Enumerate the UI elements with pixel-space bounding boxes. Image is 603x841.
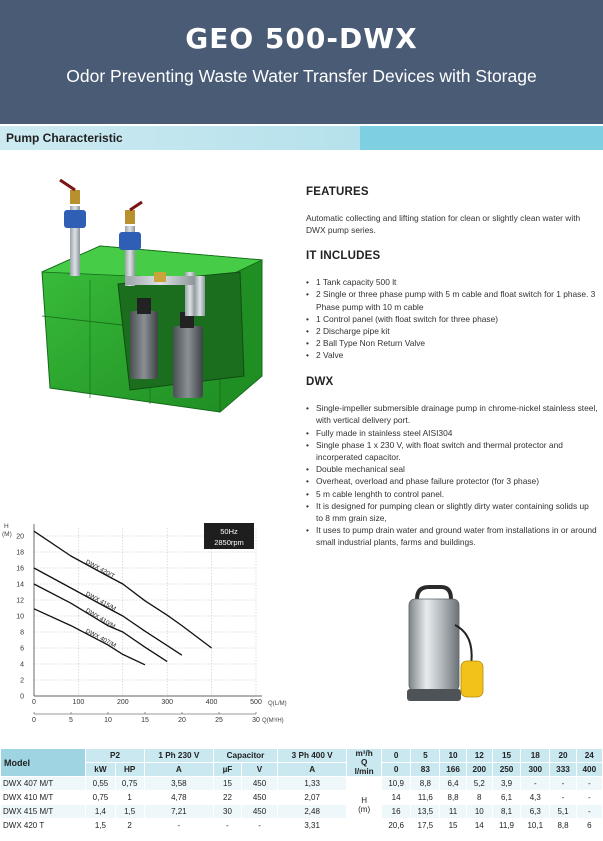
chart-x2-tick-label: 30	[252, 717, 260, 724]
col-capacitor: Capacitor	[213, 749, 277, 763]
chart-x2-axis-label: Q(M³/H)	[262, 718, 284, 724]
head-value-cell: 10	[466, 805, 492, 819]
list-item: • Fully made in stainless steel AISI304	[306, 427, 598, 439]
head-value-cell: 8,1	[492, 805, 520, 819]
includes-list	[306, 276, 598, 361]
chart-series-label: DWX 407/M	[84, 627, 118, 650]
head-value-cell: -	[576, 777, 602, 791]
chart-y-axis-label-line: H	[4, 523, 9, 530]
chart-series-label: DWX 415/M	[84, 590, 117, 613]
chart-x2-tick-label: 15	[141, 717, 149, 724]
head-value-cell: 8,8	[440, 791, 466, 805]
hp-cell: 1,5	[115, 805, 144, 819]
chart-y-tick-label: 18	[16, 549, 24, 557]
head-value-cell: 6,1	[492, 791, 520, 805]
volt-cell: 450	[241, 791, 277, 805]
includes-section	[306, 250, 598, 362]
q-lmin-cell: 200	[466, 763, 492, 777]
chart-x-tick-label: 0	[32, 699, 36, 706]
list-item: • Single-impeller submersible drainage pump in chrome-nickel stainless steel, with vertical delivery port.	[306, 402, 598, 426]
amp-1ph-cell: -	[144, 819, 213, 833]
chart-x2-tick-label: 25	[215, 717, 223, 724]
head-value-cell: 20,6	[382, 819, 411, 833]
model-cell: DWX 415 M/T	[1, 805, 86, 819]
chart-x-axis-label: Q(L/M)	[268, 701, 287, 707]
col-a3: A	[278, 763, 347, 777]
q-lmin-cell: 166	[440, 763, 466, 777]
head-value-cell: 11	[440, 805, 466, 819]
head-value-cell: 4,3	[521, 791, 550, 805]
tank-station-image	[30, 176, 280, 416]
head-value-cell: 13,5	[411, 805, 440, 819]
col-uf: µF	[213, 763, 241, 777]
chart-y-tick-label: 10	[16, 613, 24, 621]
q-lmin-cell: 250	[492, 763, 520, 777]
q-lmin-cell: 333	[550, 763, 576, 777]
q-m3h-cell: 10	[440, 749, 466, 763]
volt-cell: 450	[241, 805, 277, 819]
head-unit: (m)	[358, 804, 371, 814]
head-value-cell: 5,1	[550, 805, 576, 819]
chart-y-tick-label: 16	[16, 565, 24, 573]
amp-3ph-cell: 1,33	[278, 777, 347, 791]
col-a: A	[144, 763, 213, 777]
dwx-heading: DWX	[306, 376, 334, 388]
chart-y-axis-label-line: (M)	[2, 531, 12, 538]
chart-x2-tick-label: 20	[178, 717, 186, 724]
chart-x-tick-label: 100	[72, 699, 85, 706]
head-value-cell: 8	[466, 791, 492, 805]
head-value-cell: 11,6	[411, 791, 440, 805]
q-m3h-cell: 15	[492, 749, 520, 763]
volt-cell: -	[241, 819, 277, 833]
page-title: GEO 500-DWX	[185, 22, 418, 55]
list-item: • It is designed for pumping clean or slightly dirty water containing solids up to 8 mm grain size,	[306, 500, 598, 524]
head-value-cell: -	[550, 777, 576, 791]
chart-series-label: DWX 420/T	[84, 558, 116, 581]
col-kw: kW	[86, 763, 115, 777]
section-bar	[0, 126, 603, 150]
q-m3h-cell: 20	[550, 749, 576, 763]
chart-y-tick-label: 12	[16, 597, 24, 605]
volt-cell: 450	[241, 777, 277, 791]
list-item: • 1 Control panel (with float switch for three phase)	[306, 313, 598, 325]
list-item: • 2 Ball Type Non Return Valve	[306, 337, 598, 349]
table-row	[1, 805, 603, 819]
features-heading: FEATURES	[306, 186, 369, 198]
head-value-cell: 15	[440, 819, 466, 833]
amp-1ph-cell: 4,78	[144, 791, 213, 805]
list-item: • 2 Single or three phase pump with 5 m cable and float switch for 1 phase. 3 Phase pump with 10 m cable	[306, 288, 598, 312]
head-value-cell: 8,8	[550, 819, 576, 833]
chart-y-tick-label: 20	[16, 533, 24, 541]
chart-x-tick-label: 200	[116, 699, 129, 706]
page-subtitle: Odor Preventing Waste Water Transfer Devices with Storage	[66, 66, 537, 86]
q-lmin-cell: 83	[411, 763, 440, 777]
hp-cell: 0,75	[115, 777, 144, 791]
q-symbol: Q	[360, 758, 368, 767]
kw-cell: 0,75	[86, 791, 115, 805]
head-value-cell: 5,2	[466, 777, 492, 791]
chart-y-tick-label: 0	[20, 693, 24, 701]
chart-x-tick-label: 400	[205, 699, 218, 706]
chart-freq-label: 50Hz	[220, 527, 238, 536]
q-unit-lmin: l/min	[354, 767, 374, 776]
chart-y-tick-label: 6	[20, 645, 24, 653]
dwx-pump-image	[395, 585, 490, 710]
dwx-section	[306, 376, 598, 549]
q-m3h-cell: 12	[466, 749, 492, 763]
q-m3h-cell: 5	[411, 749, 440, 763]
hp-cell: 2	[115, 819, 144, 833]
col-q	[347, 749, 382, 777]
list-item: • Double mechanical seal	[306, 463, 598, 475]
head-value-cell: 16	[382, 805, 411, 819]
head-value-cell: 10,9	[382, 777, 411, 791]
pump-curve-chart	[0, 518, 287, 728]
head-value-cell: -	[521, 777, 550, 791]
model-cell: DWX 420 T	[1, 819, 86, 833]
features-text: Automatic collecting and lifting station for clean or slightly clean water with DWX pump series.	[306, 213, 581, 236]
hp-cell: 1	[115, 791, 144, 805]
chart-y-axis-label	[2, 523, 12, 538]
chart-x-tick-label: 500	[250, 699, 262, 706]
q-m3h-cell: 24	[576, 749, 602, 763]
list-item: • 2 Discharge pipe kit	[306, 325, 598, 337]
q-lmin-cell: 300	[521, 763, 550, 777]
list-item: • 5 m cable lenghth to control panel.	[306, 488, 598, 500]
uf-cell: 15	[213, 777, 241, 791]
table-row	[1, 819, 603, 833]
q-m3h-cell: 18	[521, 749, 550, 763]
amp-1ph-cell: 3,58	[144, 777, 213, 791]
table-row	[1, 777, 603, 791]
section-title: Pump Characteristic	[0, 126, 360, 150]
head-value-cell: 8,8	[411, 777, 440, 791]
q-lmin-cell: 400	[576, 763, 602, 777]
col-3ph: 3 Ph 400 V	[278, 749, 347, 763]
chart-y-tick-label: 8	[20, 629, 24, 637]
head-label-cell	[347, 777, 382, 833]
head-value-cell: 11,9	[492, 819, 520, 833]
col-1ph: 1 Ph 230 V	[144, 749, 213, 763]
chart-x2-tick-label: 0	[32, 717, 36, 724]
chart-series-label: DWX 410/M	[84, 607, 117, 631]
col-p2: P2	[86, 749, 144, 763]
uf-cell: -	[213, 819, 241, 833]
kw-cell: 0,55	[86, 777, 115, 791]
chart-y-tick-label: 4	[20, 661, 24, 669]
kw-cell: 1,5	[86, 819, 115, 833]
head-value-cell: 17,5	[411, 819, 440, 833]
amp-3ph-cell: 2,48	[278, 805, 347, 819]
features-section	[306, 186, 598, 237]
col-hp: HP	[115, 763, 144, 777]
head-value-cell: 3,9	[492, 777, 520, 791]
q-unit-m3h: m³/h	[355, 749, 373, 758]
chart-rpm-label: 2850rpm	[214, 538, 244, 547]
head-value-cell: -	[550, 791, 576, 805]
head-value-cell: 6,3	[521, 805, 550, 819]
list-item: • 2 Valve	[306, 349, 598, 361]
list-item: • Overheat, overload and phase failure protector (for 3 phase)	[306, 475, 598, 487]
kw-cell: 1,4	[86, 805, 115, 819]
chart-y-tick-label: 14	[16, 581, 24, 589]
model-cell: DWX 407 M/T	[1, 777, 86, 791]
chart-x2-tick-label: 5	[69, 717, 73, 724]
col-model: Model	[1, 749, 86, 777]
table-row	[1, 791, 603, 805]
spec-table	[0, 748, 603, 833]
list-item: • Single phase 1 x 230 V, with float switch and thermal protector and incorperated capacitor.	[306, 439, 598, 463]
includes-heading: IT INCLUDES	[306, 250, 381, 262]
head-value-cell: 14	[466, 819, 492, 833]
head-value-cell: 6	[576, 819, 602, 833]
head-symbol: H	[361, 795, 368, 805]
head-value-cell: -	[576, 805, 602, 819]
chart-x2-tick-label: 10	[104, 717, 112, 724]
uf-cell: 30	[213, 805, 241, 819]
dwx-list	[306, 402, 598, 548]
list-item: • 1 Tank capacity 500 lt	[306, 276, 598, 288]
head-value-cell: 14	[382, 791, 411, 805]
amp-3ph-cell: 3,31	[278, 819, 347, 833]
amp-1ph-cell: 7,21	[144, 805, 213, 819]
head-value-cell: 10,1	[521, 819, 550, 833]
amp-3ph-cell: 2,07	[278, 791, 347, 805]
col-v: V	[241, 763, 277, 777]
head-value-cell: -	[576, 791, 602, 805]
q-lmin-cell: 0	[382, 763, 411, 777]
head-value-cell: 6,4	[440, 777, 466, 791]
model-cell: DWX 410 M/T	[1, 791, 86, 805]
uf-cell: 22	[213, 791, 241, 805]
chart-y-tick-label: 2	[20, 677, 24, 685]
list-item: • It uses to pump drain water and ground water from installations in or around small industrial plants, farms and buildings.	[306, 524, 598, 548]
header	[0, 0, 603, 124]
chart-x-tick-label: 300	[161, 699, 174, 706]
spec-table-body	[1, 777, 603, 833]
q-m3h-cell: 0	[382, 749, 411, 763]
